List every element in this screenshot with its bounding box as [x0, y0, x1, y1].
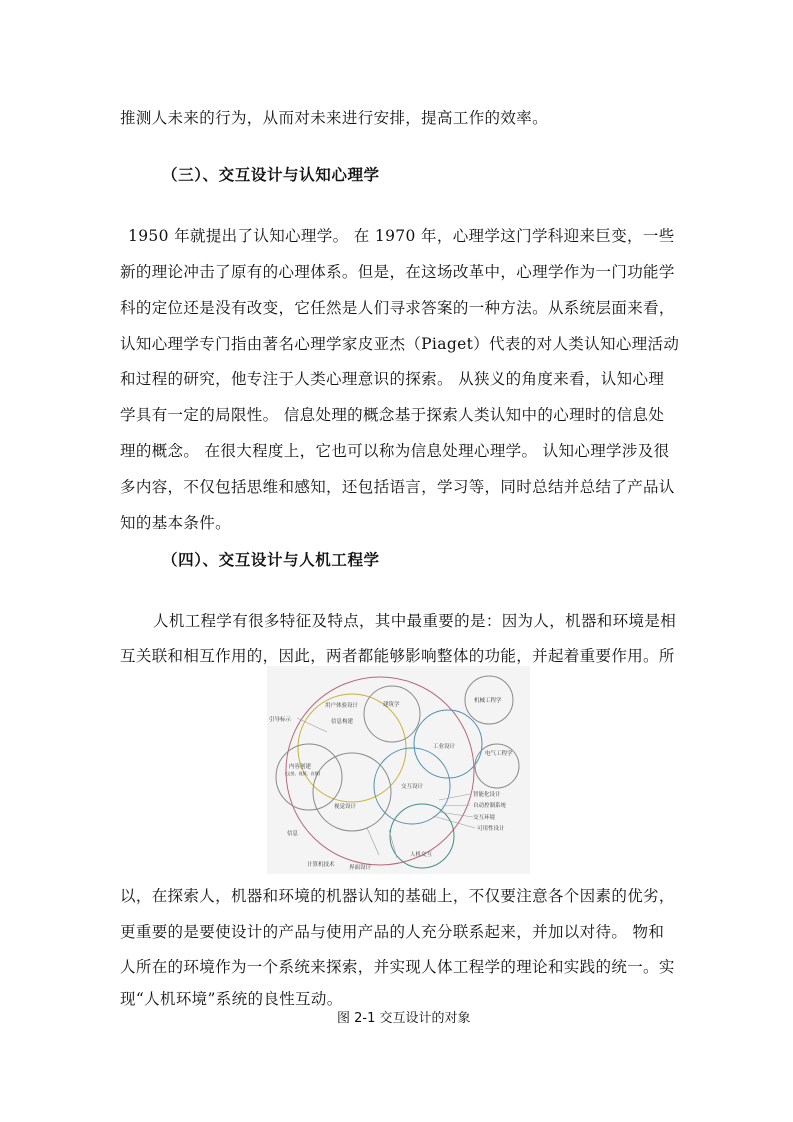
label-content-sub: (文图、视频、音频)	[285, 771, 321, 776]
label-info: 信息	[287, 831, 299, 837]
section-heading-3: （三）、交互设计与认知心理学	[162, 166, 380, 184]
text-line: 现“人机环境”系统的良性互动。	[120, 990, 343, 1008]
label-content: 内容创建	[289, 764, 312, 770]
user-experience-circle	[298, 694, 406, 802]
text-line: 知的基本条件。	[120, 514, 231, 532]
text-line: 学具有一定的局限性。 信息处理的概念基于探索人类认知中的心理时的信息处	[120, 406, 665, 424]
label-wayfinding: 引导标示	[269, 717, 292, 723]
text-line: 更重要的是要使设计的产品与使用产品的人充分联系起来，并加以对待。 物和	[120, 923, 665, 941]
visual-design-circle	[313, 753, 391, 831]
text-line: 互关联和相互作用的，因此，两者都能够影响整体的功能，并起着重要作用。所	[120, 647, 675, 665]
leader-line	[367, 828, 379, 855]
text-line: 多内容，不仅包括思维和感知，还包括语言，学习等，同时总结并总结了产品认	[120, 478, 675, 496]
text-line: 认知心理学专门指由著名心理学家皮亚杰（Piaget）代表的对人类认知心理活动	[120, 335, 680, 353]
interaction-design-diagram	[267, 666, 530, 874]
leader-line	[389, 830, 397, 858]
text-line: 人所在的环境作为一个系统来探索，并实现人体工程学的理论和实践的统一。实	[120, 958, 675, 976]
label-auto-control: 自动控制系统	[473, 803, 507, 809]
section-heading-4: （四）、交互设计与人机工程学	[162, 551, 380, 569]
text-line: 人机工程学有很多特征及特点，其中最重要的是：因为人，机器和环境是相	[153, 612, 677, 630]
leader-line	[442, 805, 470, 806]
text-line: 理的概念。 在很大程度上，它也可以称为信息处理心理学。 认知心理学涉及很	[120, 442, 670, 460]
label-mechanical: 机械工程学	[474, 698, 502, 704]
hci-circle	[390, 804, 454, 868]
text-line: 推测人未来的行为，从而对未来进行安排，提高工作的效率。	[120, 109, 548, 127]
label-industrial: 工业设计	[433, 744, 456, 750]
leader-line	[439, 794, 470, 800]
text-line: 1950 年就提出了认知心理学。 在 1970 年，心理学这门学科迎来巨变，一些	[128, 227, 675, 245]
label-architecture: 建筑学	[383, 702, 400, 708]
label-usability: 可用性设计	[477, 826, 505, 832]
label-smart: 智能化设计	[473, 792, 501, 798]
leader-line	[433, 816, 475, 828]
leader-line	[439, 812, 473, 817]
label-hci: 人机交互	[410, 852, 433, 858]
text-line: 新的理论冲击了原有的心理体系。但是，在这场改革中，心理学作为一门功能学	[120, 263, 675, 281]
label-info-arch: 信息构建	[331, 719, 354, 725]
label-user-experience: 用户体验设计	[325, 703, 359, 709]
label-interaction: 交互设计	[401, 784, 424, 790]
label-visual: 视觉设计	[334, 804, 357, 810]
figure-caption: 图 2-1 交互设计的对象	[337, 1011, 471, 1026]
label-interface: 界面设计	[349, 865, 372, 871]
label-electrical: 电气工程学	[485, 751, 513, 757]
label-interaction-env: 交互环境	[473, 815, 496, 821]
architecture-circle	[364, 686, 420, 742]
venn-diagram	[267, 666, 530, 874]
text-line: 和过程的研究，他专注于人类心理意识的探索。 从狭义的角度来看，认知心理	[120, 370, 665, 388]
text-line: 科的定位还是没有改变，它任然是人们寻求答案的一种方法。从系统层面来看，	[120, 299, 675, 317]
text-line: 以，在探索人，机器和环境的机器认知的基础上，不仅要注意各个因素的优劣，	[120, 887, 675, 905]
label-computer-tech: 计算机技术	[307, 862, 335, 868]
